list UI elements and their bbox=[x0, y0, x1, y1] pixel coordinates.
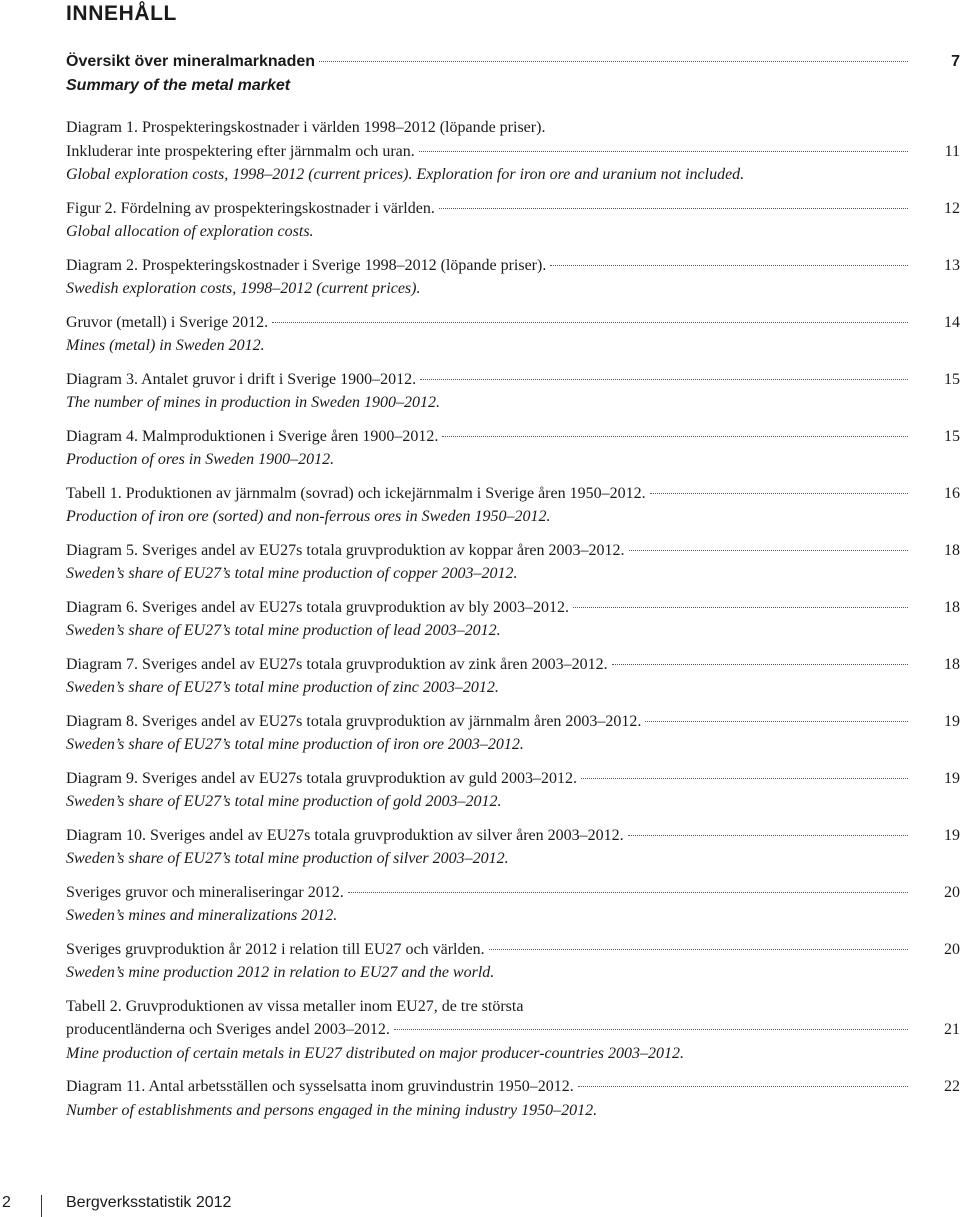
toc-entry[interactable] bbox=[66, 881, 960, 928]
toc-entry-title-swedish: Diagram 3. Antalet gruvor i drift i Sverige 1900–2012. bbox=[66, 370, 417, 388]
toc-entry-page-number: 15 bbox=[944, 427, 960, 445]
toc-entry-title-swedish: Diagram 6. Sveriges andel av EU27s totala gruvproduktion av bly 2003–2012. bbox=[66, 598, 570, 616]
toc-entry-page-number: 15 bbox=[944, 370, 960, 388]
table-of-contents bbox=[66, 50, 960, 1132]
toc-entry[interactable] bbox=[66, 311, 960, 358]
toc-entry-title-english: Global allocation of exploration costs. bbox=[66, 223, 314, 240]
toc-entry-title-english: Swedish exploration costs, 1998–2012 (current prices). bbox=[66, 280, 421, 297]
dot-leader bbox=[319, 61, 908, 62]
toc-entry-title-english: Production of iron ore (sorted) and non-ferrous ores in Sweden 1950–2012. bbox=[66, 508, 551, 525]
toc-entry-line bbox=[66, 1075, 960, 1099]
toc-entry-title-swedish: Diagram 11. Antal arbetsställen och sysselsatta inom gruvindustrin 1950–2012. bbox=[66, 1078, 574, 1095]
toc-entry-title-swedish: Diagram 10. Sveriges andel av EU27s totala gruvproduktion av silver åren 2003–2012. bbox=[66, 826, 624, 844]
toc-entry[interactable] bbox=[66, 710, 960, 757]
dot-leader bbox=[581, 778, 908, 779]
toc-entry-title-swedish-first-line: Diagram 1. Prospekteringskostnader i världen 1998–2012 (löpande priser). bbox=[66, 119, 546, 136]
toc-entry-page-number: 18 bbox=[944, 655, 960, 673]
toc-entry-title-english: Mines (metal) in Sweden 2012. bbox=[66, 337, 265, 354]
toc-entry-title-english: Sweden’s mines and mineralizations 2012. bbox=[66, 907, 338, 924]
toc-entry-title-english: Mine production of certain metals in EU27 distributed on major producer-countries 2003–2012. bbox=[66, 1044, 684, 1062]
toc-entry[interactable] bbox=[66, 596, 960, 643]
toc-entry-title-swedish: Gruvor (metall) i Sverige 2012. bbox=[66, 313, 269, 331]
toc-entry[interactable] bbox=[66, 653, 960, 700]
dot-leader bbox=[650, 493, 908, 494]
toc-entry-page-number: 20 bbox=[944, 883, 960, 901]
toc-entry-line bbox=[66, 425, 960, 449]
toc-entry-page-number: 16 bbox=[944, 484, 960, 502]
dot-leader bbox=[645, 721, 908, 722]
toc-entry-page-number: 12 bbox=[944, 199, 960, 217]
toc-entry-line bbox=[66, 881, 960, 905]
dot-leader bbox=[420, 379, 908, 380]
toc-entry-title-swedish: Diagram 7. Sveriges andel av EU27s totala gruvproduktion av zink åren 2003–2012. bbox=[66, 655, 608, 673]
toc-entry-title-english: Sweden’s share of EU27’s total mine production of lead 2003–2012. bbox=[66, 622, 501, 639]
toc-entry-title-english: The number of mines in production in Sweden 1900–2012. bbox=[66, 394, 441, 411]
toc-entry-page-number: 19 bbox=[944, 712, 960, 730]
toc-entry-title-swedish: Tabell 1. Produktionen av järnmalm (sovrad) och ickejärnmalm i Sverige åren 1950–2012. bbox=[66, 484, 646, 502]
dot-leader bbox=[348, 892, 908, 893]
footer-page-number: 2 bbox=[2, 1194, 11, 1211]
toc-entry-title-english: Sweden’s share of EU27’s total mine production of copper 2003–2012. bbox=[66, 565, 518, 582]
toc-entry-title-english: Sweden’s share of EU27’s total mine production of zinc 2003–2012. bbox=[66, 679, 499, 696]
toc-entry-title-swedish: Diagram 9. Sveriges andel av EU27s totala gruvproduktion av guld 2003–2012. bbox=[66, 769, 578, 787]
toc-entry-line bbox=[66, 50, 960, 74]
toc-entry[interactable] bbox=[66, 938, 960, 985]
toc-entry-title-english: Sweden’s mine production 2012 in relation to EU27 and the world. bbox=[66, 964, 495, 981]
toc-entry[interactable] bbox=[66, 425, 960, 472]
toc-entry-page-number: 19 bbox=[944, 769, 960, 787]
toc-entry-line bbox=[66, 368, 960, 392]
toc-entry-title-english: Sweden’s share of EU27’s total mine production of silver 2003–2012. bbox=[66, 850, 509, 867]
dot-leader bbox=[573, 607, 908, 608]
toc-entry-line bbox=[66, 710, 960, 734]
toc-entry-page-number: 7 bbox=[951, 53, 960, 70]
toc-entry[interactable] bbox=[66, 995, 960, 1066]
dot-leader bbox=[272, 322, 908, 323]
dot-leader bbox=[394, 1029, 908, 1030]
toc-entry-title-swedish: Inkluderar inte prospektering efter järnmalm och uran. bbox=[66, 142, 415, 160]
toc-entry[interactable] bbox=[66, 767, 960, 814]
toc-entry-title-swedish-first-line: Tabell 2. Gruvproduktionen av vissa metaller inom EU27, de tre största bbox=[66, 997, 524, 1015]
toc-entry-title-swedish: producentländerna och Sveriges andel 2003–2012. bbox=[66, 1021, 390, 1038]
toc-entry[interactable] bbox=[66, 254, 960, 301]
toc-entry-page-number: 19 bbox=[944, 826, 960, 844]
toc-entry-line bbox=[66, 197, 960, 221]
toc-entry-line bbox=[66, 1018, 960, 1042]
toc-entry-title-swedish: Sveriges gruvproduktion år 2012 i relation till EU27 och världen. bbox=[66, 940, 485, 958]
toc-entry-line bbox=[66, 311, 960, 335]
page-title: INNEHÅLL bbox=[66, 2, 177, 25]
footer-divider bbox=[41, 1195, 42, 1217]
dot-leader bbox=[442, 436, 908, 437]
toc-entry-title-english: Number of establishments and persons engaged in the mining industry 1950–2012. bbox=[66, 1101, 598, 1119]
toc-entry-page-number: 18 bbox=[944, 541, 960, 559]
toc-entry-title-swedish: Diagram 5. Sveriges andel av EU27s totala gruvproduktion av koppar åren 2003–2012. bbox=[66, 541, 625, 559]
toc-entry-line bbox=[66, 596, 960, 620]
toc-entry-title-english: Global exploration costs, 1998–2012 (current prices). Exploration for iron ore and uranium not included. bbox=[66, 166, 745, 183]
toc-entry-title-english: Production of ores in Sweden 1900–2012. bbox=[66, 451, 335, 468]
toc-entry-line bbox=[66, 254, 960, 278]
footer-publication-title: Bergverksstatistik 2012 bbox=[66, 1194, 232, 1211]
toc-entry-title-swedish: Översikt över mineralmarknaden bbox=[66, 53, 316, 70]
toc-entry-title-swedish: Sveriges gruvor och mineraliseringar 2012. bbox=[66, 883, 344, 901]
toc-entry[interactable] bbox=[66, 50, 960, 97]
dot-leader bbox=[550, 265, 908, 266]
toc-entry-page-number: 13 bbox=[944, 256, 960, 274]
dot-leader bbox=[628, 835, 908, 836]
toc-entry-title-swedish: Figur 2. Fördelning av prospekteringskostnader i världen. bbox=[66, 199, 435, 217]
toc-entry-page-number: 11 bbox=[944, 142, 960, 160]
toc-entry-line bbox=[66, 653, 960, 677]
toc-entry-page-number: 18 bbox=[944, 598, 960, 616]
toc-entry[interactable] bbox=[66, 116, 960, 187]
toc-entry-line bbox=[66, 539, 960, 563]
toc-entry-title-swedish: Diagram 8. Sveriges andel av EU27s totala gruvproduktion av järnmalm åren 2003–2012. bbox=[66, 712, 642, 730]
dot-leader bbox=[419, 151, 908, 152]
toc-entry[interactable] bbox=[66, 482, 960, 529]
toc-entry[interactable] bbox=[66, 1075, 960, 1122]
toc-entry-line bbox=[66, 482, 960, 506]
dot-leader bbox=[439, 208, 908, 209]
toc-entry[interactable] bbox=[66, 368, 960, 415]
toc-entry-line bbox=[66, 767, 960, 791]
toc-entry-title-english: Sweden’s share of EU27’s total mine production of iron ore 2003–2012. bbox=[66, 736, 524, 753]
toc-entry-page-number: 14 bbox=[944, 313, 960, 331]
dot-leader bbox=[489, 949, 908, 950]
toc-entry-title-swedish: Diagram 2. Prospekteringskostnader i Sverige 1998–2012 (löpande priser). bbox=[66, 256, 547, 274]
toc-entry-line bbox=[66, 140, 960, 164]
toc-entry[interactable] bbox=[66, 824, 960, 871]
toc-entry-line bbox=[66, 824, 960, 848]
toc-entry-page-number: 20 bbox=[944, 940, 960, 958]
toc-entry-page-number: 21 bbox=[944, 1021, 960, 1038]
toc-entry[interactable] bbox=[66, 197, 960, 244]
toc-entry-title-swedish: Diagram 4. Malmproduktionen i Sverige åren 1900–2012. bbox=[66, 427, 439, 445]
dot-leader bbox=[629, 550, 908, 551]
dot-leader bbox=[578, 1086, 908, 1087]
toc-entry-title-english: Sweden’s share of EU27’s total mine production of gold 2003–2012. bbox=[66, 793, 502, 810]
toc-entry[interactable] bbox=[66, 539, 960, 586]
dot-leader bbox=[612, 664, 908, 665]
toc-entry-line bbox=[66, 938, 960, 962]
toc-entry-page-number: 22 bbox=[944, 1078, 960, 1095]
toc-entry-title-english: Summary of the metal market bbox=[66, 76, 291, 94]
